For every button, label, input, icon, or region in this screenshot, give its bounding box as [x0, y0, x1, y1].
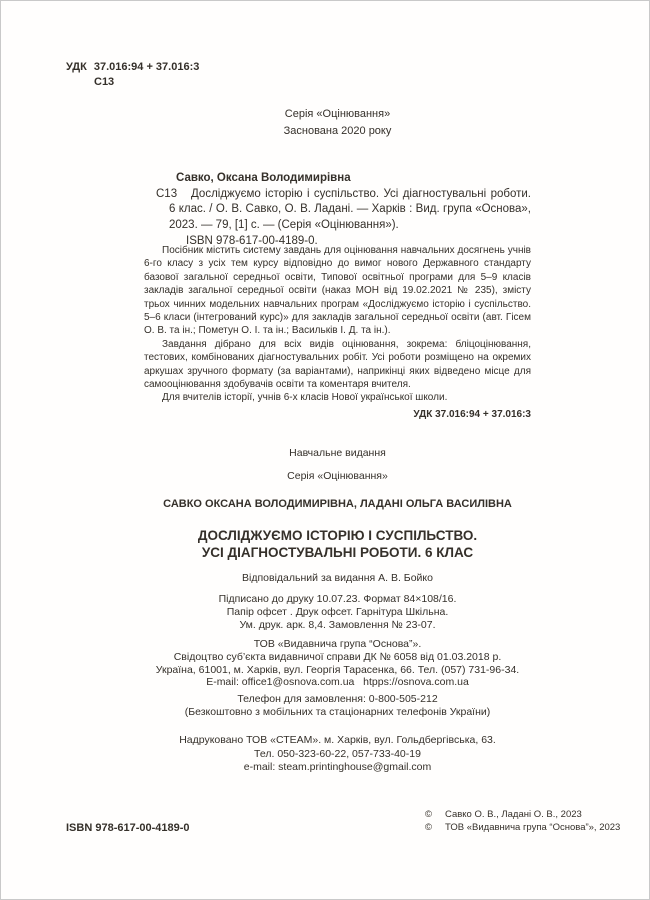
catalog-text [169, 171, 531, 250]
publisher-block [144, 638, 531, 689]
annotation-paragraph-1: Посібник містить систему завдань для оцінювання навчальних досягнень учнів 6-го класу з усіх тем курсу відповідно до вимог нового Державного стандарту базової загальної середньої освіти, Типової освітньої програми для 5–9 класів закладів загальної середньої освіти (наказ МОН від 19.02.2021 № 235), змісту трьох чинних модельних навчальних програм «Досліджуємо історію і суспільство. 5–6 класи (інтегрований курс)» для закладів загальної середньої освіти (авт. Гісем О. В. та ін.; Пометун О. І. та ін.; Васильків І. Д. та ін.). [144, 245, 531, 337]
series-header [144, 106, 531, 140]
udk-classification-block [66, 60, 199, 90]
edition-series: Серія «Оцінювання» [287, 470, 388, 482]
publisher-contacts: E-mail: office1@osnova.com.ua htpps://osnova.com.ua [206, 676, 469, 689]
copyright-text: ТОВ «Видавнича група “Основа”», 2023 [445, 822, 621, 833]
print-info-line: Папір офсет . Друк офсет. Гарнітура Шкільна. [226, 606, 449, 619]
publisher-name: ТОВ «Видавнича група “Основа”». [253, 638, 422, 650]
printer-email: e-mail: steam.printinghouse@gmail.com [243, 761, 432, 773]
annotation-block [144, 244, 531, 421]
edition-section [144, 447, 531, 585]
orders-phone: Телефон для замовлення: 0-800-505-212 [237, 693, 438, 705]
annotation-paragraph-3: Для вчителів історії, учнів 6-х класів Нової української школи. [162, 392, 448, 404]
series-founded: Заснована 2020 року [283, 125, 392, 137]
edition-title-line2: УСІ ДІАГНОСТУВАЛЬНІ РОБОТИ. 6 КЛАС [201, 545, 474, 560]
udk-label: УДК [66, 61, 87, 73]
edition-authors: САВКО ОКСАНА ВОЛОДИМИРІВНА, ЛАДАНІ ОЛЬГА ВАСИЛІВНА [163, 498, 512, 510]
printer-name-address: Надруковано ТОВ «СТЕАМ». м. Харків, вул. Гольдбергівська, 63. [179, 734, 496, 746]
printer-block [144, 734, 531, 775]
catalog-description: Досліджуємо історію і суспільство. Усі діагностувальні роботи. 6 клас. / О. В. Савко, О. В. Ладані. — Харків : Вид. група «Основа», 2023. — 79, [1] с. — (Серія «Оцінювання»). [169, 187, 531, 231]
udk-row [66, 60, 199, 75]
edition-responsible: Відповідальний за видання А. В. Бойко [242, 572, 433, 584]
edition-title [144, 527, 531, 561]
publisher-certificate: Свідоцтво суб’єкта видавничої справи ДК № 6058 від 01.03.2018 р. [173, 650, 502, 663]
print-info-line: Підписано до друку 10.07.23. Формат 84×108/16. [218, 593, 457, 605]
copyright-line [425, 821, 620, 834]
publisher-address: Україна, 61001, м. Харків, вул. Георгія Тарасенка, 66. Тел. (057) 731-96-34. [155, 663, 520, 676]
copyright-icon: © [425, 822, 432, 833]
copyright-text: Савко О. В., Ладані О. В., 2023 [445, 809, 582, 820]
edition-title-line1: ДОСЛІДЖУЄМО ІСТОРІЮ І СУСПІЛЬСТВО. [197, 528, 478, 543]
catalog-card [156, 171, 531, 250]
print-info-line: Ум. друк. арк. 8,4. Замовлення № 23-07. [239, 619, 436, 632]
annotation-paragraph-2: Завдання дібрано для всіх видів оцінювання, зокрема: бліцоцінювання, тестових, комбінованих діагностувальних робіт. Усі роботи розміщено на окремих аркушах зручного формату (за варіантами), наприкінці яких відведено місце для самооцінювання здобувачів освіти та коментаря вчителя. [144, 338, 531, 391]
copyright-block [425, 808, 620, 834]
udk-footer: УДК 37.016:94 + 37.016:3 [413, 408, 531, 420]
catalog-isbn: ISBN 978-617-00-4189-0. [186, 235, 318, 247]
printer-phones: Тел. 050-323-60-22, 057-733-40-19 [254, 747, 421, 760]
footer-isbn: ISBN 978-617-00-4189-0 [66, 822, 190, 834]
udk-author-code: С13 [94, 76, 115, 88]
copyright-line [425, 808, 620, 821]
print-info-block [144, 593, 531, 633]
series-name: Серія «Оцінювання» [284, 108, 391, 120]
orders-block [144, 693, 531, 719]
edition-kind: Навчальне видання [289, 447, 386, 459]
catalog-author: Савко, Оксана Володимирівна [176, 172, 351, 184]
copyright-icon: © [425, 809, 432, 820]
orders-note: (Безкоштовно з мобільних та стаціонарних телефонів України) [184, 706, 491, 718]
catalog-code: С13 [156, 187, 178, 200]
udk-value: 37.016:94 + 37.016:3 [93, 61, 200, 73]
